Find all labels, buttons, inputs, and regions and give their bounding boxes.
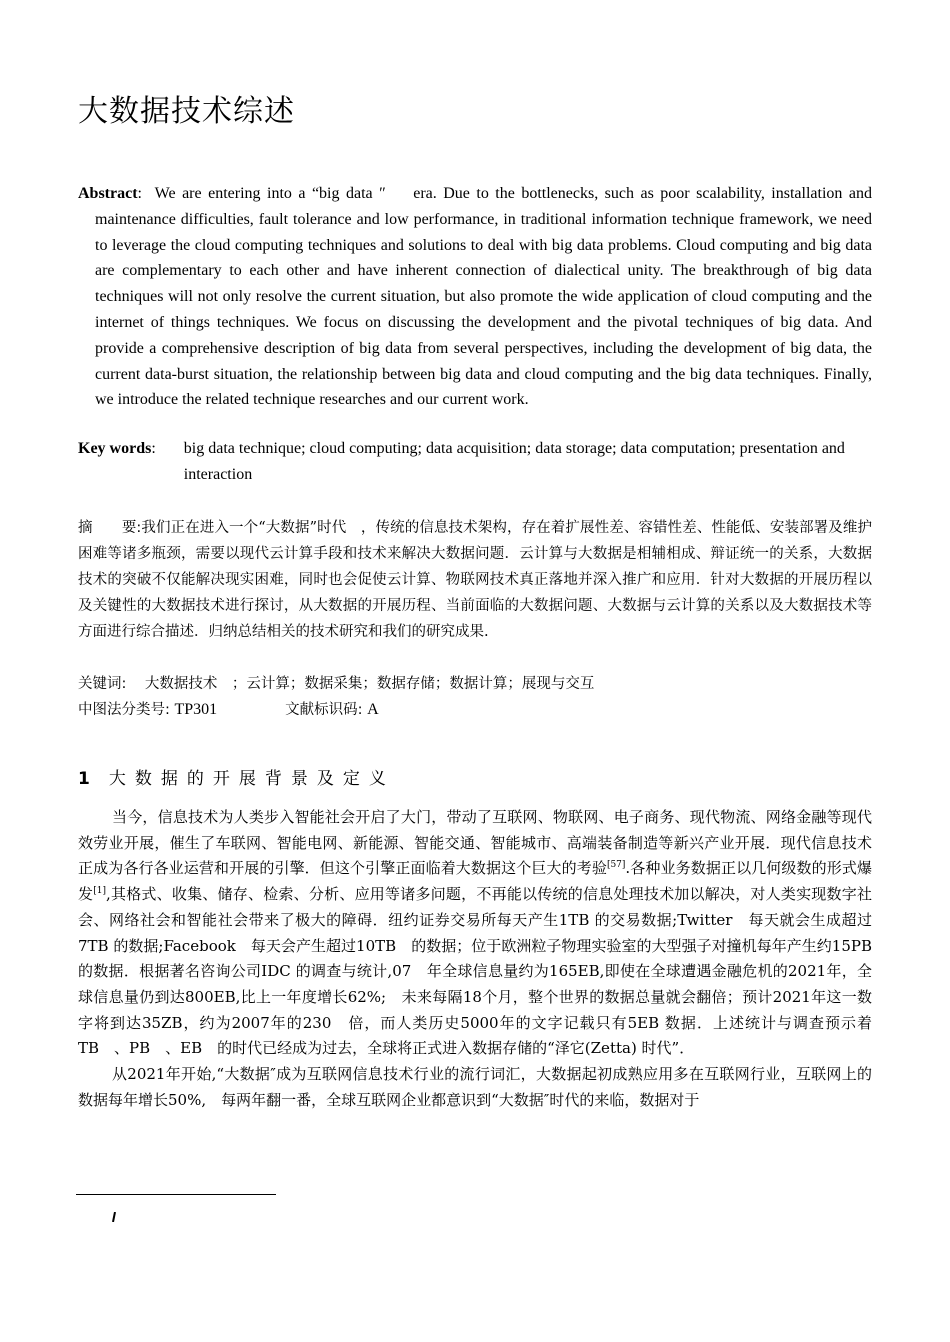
english-abstract [78, 181, 872, 413]
abstract-label: Abstract [78, 185, 138, 202]
footnote-divider [76, 1194, 276, 1195]
section-number: 1 [78, 769, 99, 789]
paragraph-text: 当今，信息技术为人类步入智能社会开启了大门，带动了互联网、物联网、电子商务、现代物流、网络金融等现代效劳业开展，催生了车联网、智能电网、新能源、智能交通、智能城市、高端装备制造等新兴产业开展．现代信息技术正成为各行各业运营和开展的引擎．但这个引擎正面临着大数据这个巨大的考验 [78, 808, 872, 878]
paper-title: 大数据技术综述 [78, 94, 295, 129]
chinese-abstract-text: 我们正在进入一个“大数据”时代 ，传统的信息技术架构，存在着扩展性差、容错性差、性能低、安装部署及维护困难等诸多瓶颈，需要以现代云计算手段和技术来解决大数据问题．云计算与大数据是相辅相成、辩证统一的关系，大数据技术的突破不仅能解决现实困难，同时也会促使云计算、物联网技术真正落地并深入推广和应用．针对大数据的开展历程以及关键性的大数据技术进行探讨，从大数据的开展历程、当前面临的大数据问题、大数据与云计算的关系以及大数据技术等方面进行综合描述．归纳总结相关的技术研究和我们的研究成果. [78, 520, 872, 640]
chinese-abstract [78, 515, 872, 645]
section-heading [78, 764, 395, 789]
chinese-keywords [78, 671, 872, 697]
chinese-abstract-paragraph: 摘 要:我们正在进入一个“大数据”时代 ，传统的信息技术架构，存在着扩展性差、容错性差、性能低、安装部署及维护困难等诸多瓶颈，需要以现代云计算手段和技术来解决大数据问题．云计算与大数据是相辅相成、辩证统一的关系，大数据技术的突破不仅能解决现实困难，同时也会促使云计算、物联网技术真正落地并深入推广和应用．针对大数据的开展历程以及关键性的大数据技术进行探讨，从大数据的开展历程、当前面临的大数据问题、大数据与云计算的关系以及大数据技术等方面进行综合描述．归纳总结相关的技术研究和我们的研究成果. [78, 520, 872, 640]
citation-ref[interactable]: [57] [606, 860, 626, 871]
classification-line [78, 697, 872, 723]
keywords-text-wrap [184, 436, 872, 488]
clc-label: 中图法分类号: [78, 702, 170, 718]
chinese-keywords-text: 大数据技术 ；云计算；数据采集；数据存储；数据计算；展现与交互 [144, 676, 595, 692]
english-keywords [78, 436, 872, 488]
english-abstract-paragraph: Abstract: We are entering into a “big data ″ era. Due to the bottlenecks, such as poor scalability, installation and maintenance difficulties, fault tolerance and low performance, in traditional information technique framework, we need to leverage the cloud computing techniques and solutions to deal with big data problems. Cloud computing and big data are complementary to each other and have inherent connection of dialectical unity. The breakthrough of big data techniques will not only resolve the current situation, but also promote the wide application of cloud computing and the internet of things techniques. We focus on discussing the development and the pivotal techniques of big data. And provide a comprehensive description of big data from several perspectives, including the development of big data, the current data-burst situation, the relationship between big data and cloud computing and the big data techniques. Finally, we introduce the related technique researches and our current work. [78, 185, 872, 409]
paragraph-text: ,其格式、收集、储存、检索、分析、应用等诸多问题，不再能以传统的信息处理技术加以解决，对人类实现数字社会、网络社会和智能社会带来了极大的障碍．纽约证券交易所每天产生1TB 的交易数据;Twitter 每天就会生成超过7TB 的数据;Facebook 每天会产生超过10TB 的数据；位于欧洲粒子物理实验室的大型强子对撞机每年产生约15PB 的数据．根据著名咨询公司IDC 的调查与统计,07 年全球信息量约为165EB,即使在全球遭遇金融危机的2021年，全球信息量仍到达800EB,比上一年度增长62%; 未来每隔18个月，整个世界的数据总量就会翻倍；预计2021年这一数字将到达35ZB，约为2007年的230 倍，而人类历史5000年的文字记载只有5EB 数据．上述统计与调查预示着TB 、PB 、EB 的时代已经成为过去，全球将正式进入数据存储的“泽它(Zetta) 时代”． [78, 885, 888, 1058]
citation-ref[interactable]: [1] [93, 886, 106, 897]
clc-value: TP301 [174, 701, 218, 718]
keywords-label-wrap: Key words: [78, 440, 156, 457]
abstract-text: We are entering into a “big data ″ era. Due to the bottlenecks, such as poor scalability, installation and maintenance difficulties, fault tolerance and low performance, in traditional information technique framework, we need to leverage the cloud computing techniques and solutions to deal with big data problems. Cloud computing and big data are complementary to each other and have inherent connection of dialectical unity. The breakthrough of big data techniques will not only resolve the current situation, but also promote the wide application of cloud computing and the internet of things techniques. We focus on discussing the development and the pivotal techniques of big data. And provide a comprehensive description of big data from several perspectives, including the development of big data, the current data-burst situation, the relationship between big data and cloud computing and the big data techniques. Finally, we introduce the related technique researches and our current work. [95, 185, 872, 409]
doc-code-value: A [367, 701, 379, 718]
section-title: 大数据的开展背景及定义 [108, 769, 395, 789]
paragraph-text: 从2021年开始,“大数据″成为互联网信息技术行业的流行词汇，大数据起初成熟应用多在互联网行业，互联网上的数据每年增长50%, 每两年翻一番，全球互联网企业都意识到“大数据″时代的来临，数据对于 [78, 1065, 872, 1109]
body-paragraph [78, 805, 888, 1062]
section-body [78, 805, 888, 1113]
keywords-row [78, 436, 872, 488]
keywords-label: Key words [78, 440, 152, 457]
keywords-text: big data technique; cloud computing; data acquisition; data storage; data computation; presentation and interaction [183, 440, 845, 483]
body-paragraph [78, 1062, 872, 1113]
chinese-abstract-label: 摘 要 [78, 520, 137, 536]
paragraph-text: .各种业务数据正以几何级数的形式爆发 [78, 859, 872, 904]
footnote-mark [112, 1212, 116, 1222]
doc-code-label: 文献标识码: [285, 702, 363, 718]
chinese-keywords-label: 关键词: [78, 676, 127, 692]
